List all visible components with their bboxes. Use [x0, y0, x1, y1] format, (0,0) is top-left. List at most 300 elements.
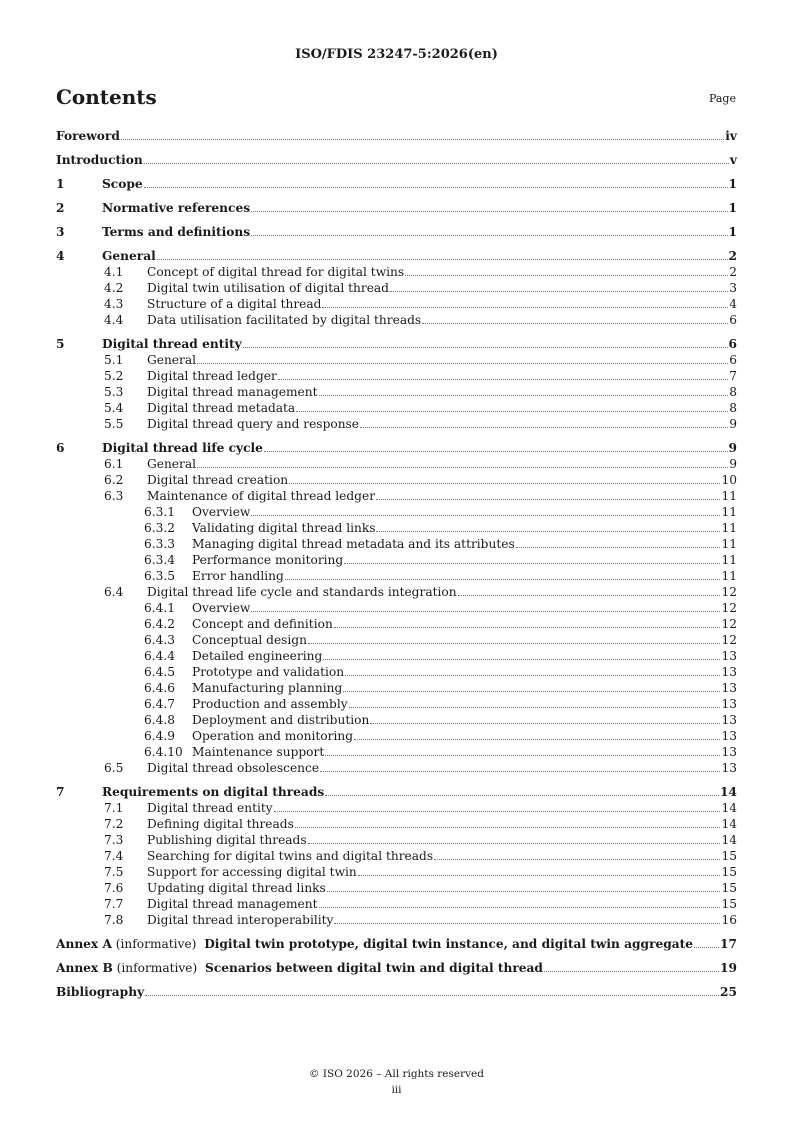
toc-gap — [56, 952, 737, 960]
dot-leader — [422, 312, 728, 324]
toc-entry[interactable] — [56, 536, 737, 552]
toc-entry-body — [192, 552, 737, 568]
toc-entry-title: Digital twin utilisation of digital thread — [147, 281, 389, 295]
toc-entry[interactable] — [56, 152, 737, 168]
toc-entry[interactable] — [56, 440, 737, 456]
dot-leader — [694, 936, 719, 948]
toc-entry-page: 11 — [721, 569, 737, 583]
dot-leader — [349, 696, 721, 708]
dot-leader — [274, 800, 721, 812]
toc-entry-title: Maintenance of digital thread ledger — [147, 489, 376, 503]
toc-gap — [56, 216, 737, 224]
toc-entry-body — [147, 400, 737, 416]
annex-title: Scenarios between digital twin and digital thread — [205, 961, 543, 975]
dot-leader — [320, 760, 720, 772]
dot-leader — [370, 712, 720, 724]
toc-entry-page: 11 — [721, 505, 737, 519]
toc-entry[interactable] — [56, 224, 737, 240]
toc-entry[interactable] — [56, 568, 737, 584]
dot-leader — [121, 128, 724, 140]
toc-entry-body — [147, 472, 737, 488]
toc-entry-title: Introduction — [56, 153, 143, 167]
toc-entry-number: 5.4 — [104, 401, 124, 415]
toc-entry-page: 19 — [720, 961, 737, 975]
toc-entry[interactable] — [56, 896, 737, 912]
toc-entry-body — [102, 248, 737, 264]
toc-entry-title: Scope — [102, 177, 143, 191]
toc-entry-page: 10 — [721, 473, 737, 487]
toc-entry-number: 6.2 — [104, 473, 124, 487]
toc-entry[interactable] — [56, 296, 737, 312]
toc-entry-page: 15 — [721, 865, 737, 879]
toc-entry-body — [192, 568, 737, 584]
toc-entry[interactable] — [56, 264, 737, 280]
toc-entry[interactable] — [56, 128, 737, 144]
toc-entry[interactable] — [56, 864, 737, 880]
toc-entry-page: 9 — [728, 441, 737, 455]
toc-entry-body — [56, 984, 737, 1000]
dot-leader — [343, 680, 720, 692]
dot-leader — [285, 568, 721, 580]
toc-entry-number: 6.4.4 — [144, 649, 176, 663]
toc-entry[interactable] — [56, 600, 737, 616]
toc-entry-title: Digital thread obsolescence — [147, 761, 320, 775]
toc-entry[interactable] — [56, 912, 737, 928]
table-of-contents — [56, 128, 737, 1000]
toc-entry-page: 12 — [721, 617, 737, 631]
toc-entry-page: 11 — [721, 537, 737, 551]
toc-entry-number: 4.3 — [104, 297, 124, 311]
toc-entry-page: 3 — [729, 281, 737, 295]
toc-entry-page: 12 — [721, 633, 737, 647]
toc-entry-page: 13 — [721, 681, 737, 695]
toc-entry-body — [147, 880, 737, 896]
toc-entry-body — [147, 296, 737, 312]
toc-entry-title: Digital thread entity — [102, 337, 242, 351]
toc-entry[interactable] — [56, 552, 737, 568]
toc-entry-title: General — [102, 249, 156, 263]
toc-entry[interactable] — [56, 832, 737, 848]
dot-leader — [334, 616, 721, 628]
toc-entry-page: 6 — [729, 353, 737, 367]
toc-gap — [56, 776, 737, 784]
toc-entry-number: 6.3.5 — [144, 569, 176, 583]
toc-entry[interactable] — [56, 960, 737, 976]
toc-gap — [56, 240, 737, 248]
toc-entry-page: 2 — [728, 249, 737, 263]
toc-entry-body — [147, 912, 737, 928]
toc-entry-body — [147, 312, 737, 328]
dot-leader — [278, 368, 728, 380]
dot-leader — [434, 848, 720, 860]
toc-entry-page: 13 — [721, 729, 737, 743]
toc-entry-title: Terms and definitions — [102, 225, 251, 239]
toc-entry-number: 4 — [56, 249, 65, 263]
toc-entry-page: v — [729, 153, 737, 167]
toc-entry-title: Managing digital thread metadata and its attributes — [192, 537, 515, 551]
toc-entry-body — [147, 416, 737, 432]
toc-entry-page: 11 — [721, 521, 737, 535]
toc-entry-body — [147, 816, 737, 832]
toc-entry-number: 6.4.9 — [144, 729, 176, 743]
toc-entry-number: 7.3 — [104, 833, 124, 847]
toc-entry-body — [102, 200, 737, 216]
toc-entry-number: 7.5 — [104, 865, 124, 879]
toc-entry-title: Normative references — [102, 201, 251, 215]
toc-entry-title: Production and assembly — [192, 697, 348, 711]
dot-leader — [344, 552, 720, 564]
toc-gap — [56, 928, 737, 936]
page-number: iii — [391, 1084, 402, 1096]
dot-leader — [360, 416, 728, 428]
toc-entry-number: 2 — [56, 201, 65, 215]
annex-label: Annex A — [56, 937, 112, 951]
toc-entry-page: 1 — [728, 177, 737, 191]
toc-entry-page: 14 — [720, 785, 737, 799]
toc-entry[interactable] — [56, 984, 737, 1000]
toc-entry-title: Prototype and validation — [192, 665, 345, 679]
annex-note: (informative) — [112, 961, 206, 975]
toc-entry[interactable] — [56, 280, 737, 296]
toc-entry-number: 6.3.1 — [144, 505, 176, 519]
toc-entry[interactable] — [56, 728, 737, 744]
toc-entry-title: Concept and definition — [192, 617, 333, 631]
toc-entry-title: Digital thread life cycle — [102, 441, 263, 455]
toc-entry-number: 4.4 — [104, 313, 124, 327]
toc-entry-body — [102, 784, 737, 800]
toc-entry-number: 7.4 — [104, 849, 124, 863]
toc-entry-page: 11 — [721, 489, 737, 503]
toc-entry-number: 5.5 — [104, 417, 124, 431]
dot-leader — [319, 384, 729, 396]
toc-entry-page: 13 — [721, 665, 737, 679]
toc-entry-page: 6 — [729, 313, 737, 327]
toc-entry-page: 1 — [728, 201, 737, 215]
toc-entry-page: 6 — [728, 337, 737, 351]
toc-entry[interactable] — [56, 712, 737, 728]
toc-entry-page: 12 — [721, 585, 737, 599]
toc-entry[interactable] — [56, 936, 737, 952]
dot-leader — [308, 632, 721, 644]
toc-entry-title: General — [147, 457, 196, 471]
dot-leader — [308, 832, 721, 844]
toc-entry-number: 7.1 — [104, 801, 124, 815]
toc-entry-number: 5.1 — [104, 353, 124, 367]
toc-entry[interactable] — [56, 352, 737, 368]
toc-entry-number: 6 — [56, 441, 65, 455]
dot-leader — [251, 600, 720, 612]
toc-entry-page: 8 — [729, 401, 737, 415]
toc-entry-body — [192, 696, 737, 712]
toc-entry-body — [192, 520, 737, 536]
dot-leader — [251, 200, 727, 212]
toc-entry-title: Digital thread query and response — [147, 417, 360, 431]
dot-leader — [157, 248, 728, 260]
toc-entry[interactable] — [56, 760, 737, 776]
toc-entry[interactable] — [56, 248, 737, 264]
toc-entry-number: 6.4.2 — [144, 617, 176, 631]
dot-leader — [289, 472, 720, 484]
dot-leader — [264, 440, 728, 452]
toc-entry-body — [147, 384, 737, 400]
toc-entry-body — [192, 600, 737, 616]
toc-entry-body — [102, 176, 737, 192]
dot-leader — [358, 864, 721, 876]
toc-entry-number: 6.4.8 — [144, 713, 176, 727]
dot-leader — [243, 336, 728, 348]
annex-title: Digital twin prototype, digital twin instance, and digital twin aggregate — [204, 937, 694, 951]
toc-entry-title: Digital thread entity — [147, 801, 273, 815]
toc-entry-title: Support for accessing digital twin — [147, 865, 357, 879]
toc-entry[interactable] — [56, 816, 737, 832]
toc-entry-number: 6.1 — [104, 457, 124, 471]
toc-entry-title: Validating digital thread links — [192, 521, 376, 535]
toc-entry[interactable] — [56, 504, 737, 520]
page-column-label: Page — [708, 92, 736, 105]
toc-entry[interactable] — [56, 680, 737, 696]
toc-entry-page: 13 — [721, 745, 737, 759]
toc-entry-number: 1 — [56, 177, 65, 191]
toc-entry-title: Updating digital thread links — [147, 881, 326, 895]
dot-leader — [325, 784, 719, 796]
toc-entry-body — [192, 728, 737, 744]
toc-entry-body — [192, 504, 737, 520]
toc-entry[interactable] — [56, 664, 737, 680]
dot-leader — [405, 264, 728, 276]
toc-gap — [56, 168, 737, 176]
toc-entry-title: Detailed engineering — [192, 649, 323, 663]
toc-entry-title: Deployment and distribution — [192, 713, 370, 727]
toc-entry-page: 13 — [721, 697, 737, 711]
toc-entry-page: 8 — [729, 385, 737, 399]
toc-entry[interactable] — [56, 848, 737, 864]
toc-entry[interactable] — [56, 696, 737, 712]
toc-entry-page: 13 — [721, 649, 737, 663]
toc-entry-page: 14 — [721, 817, 737, 831]
toc-entry-body — [147, 896, 737, 912]
toc-entry-body — [147, 280, 737, 296]
toc-entry-title: Digital thread life cycle and standards integration — [147, 585, 457, 599]
toc-entry-number: 5 — [56, 337, 65, 351]
page-footer — [0, 1066, 793, 1098]
toc-entry[interactable] — [56, 400, 737, 416]
toc-entry-title: Digital thread ledger — [147, 369, 277, 383]
dot-leader — [376, 488, 720, 500]
toc-entry-title: Error handling — [192, 569, 284, 583]
toc-entry-number: 5.3 — [104, 385, 124, 399]
toc-entry[interactable] — [56, 632, 737, 648]
toc-entry-page: 15 — [721, 849, 737, 863]
toc-entry-number: 6.4.10 — [144, 745, 183, 759]
dot-leader — [390, 280, 728, 292]
toc-entry-title: Foreword — [56, 129, 120, 143]
toc-entry[interactable] — [56, 800, 737, 816]
toc-entry-page: 16 — [721, 913, 737, 927]
toc-entry-body — [192, 680, 737, 696]
toc-entry-body — [192, 664, 737, 680]
dot-leader — [458, 584, 721, 596]
toc-entry-title: Defining digital threads — [147, 817, 294, 831]
toc-entry-body — [147, 368, 737, 384]
toc-entry-number: 6.3.4 — [144, 553, 176, 567]
toc-entry[interactable] — [56, 456, 737, 472]
toc-entry-body — [56, 152, 737, 168]
toc-entry-number: 6.3 — [104, 489, 124, 503]
toc-entry-page: 17 — [720, 937, 737, 951]
toc-entry-page: 25 — [720, 985, 737, 999]
toc-entry-title: Digital thread interoperability — [147, 913, 334, 927]
toc-entry-title: Publishing digital threads — [147, 833, 307, 847]
toc-gap — [56, 976, 737, 984]
toc-entry-page: 15 — [721, 897, 737, 911]
toc-gap — [56, 144, 737, 152]
toc-entry-body — [147, 800, 737, 816]
toc-entry-page: 11 — [721, 553, 737, 567]
toc-entry-body — [192, 536, 737, 552]
toc-entry-title: Bibliography — [56, 985, 145, 999]
toc-entry-body — [147, 264, 737, 280]
toc-entry-number: 6.3.2 — [144, 521, 176, 535]
toc-entry-title: Data utilisation facilitated by digital threads — [147, 313, 422, 327]
toc-entry[interactable] — [56, 472, 737, 488]
toc-entry-page: 7 — [729, 369, 737, 383]
dot-leader — [251, 504, 720, 516]
dot-leader — [323, 648, 720, 660]
toc-entry-number: 7 — [56, 785, 65, 799]
toc-entry-number: 7.8 — [104, 913, 124, 927]
dot-leader — [544, 960, 719, 972]
toc-gap — [56, 192, 737, 200]
dot-leader — [322, 296, 728, 308]
toc-entry-title: Overview — [192, 601, 251, 615]
toc-entry-title: Digital thread creation — [147, 473, 289, 487]
toc-entry-body — [56, 128, 737, 144]
toc-entry-body — [147, 864, 737, 880]
dot-leader — [144, 176, 728, 188]
toc-entry-number: 7.6 — [104, 881, 124, 895]
toc-entry-body — [102, 224, 737, 240]
toc-entry[interactable] — [56, 312, 737, 328]
toc-entry-number: 6.4.7 — [144, 697, 176, 711]
toc-entry-number: 6.4.3 — [144, 633, 176, 647]
toc-entry[interactable] — [56, 200, 737, 216]
toc-entry[interactable] — [56, 784, 737, 800]
toc-entry-body — [192, 648, 737, 664]
toc-entry-title: Manufacturing planning — [192, 681, 343, 695]
toc-entry-number: 7.7 — [104, 897, 124, 911]
toc-entry-body — [192, 744, 737, 760]
toc-entry-title: General — [147, 353, 196, 367]
dot-leader — [319, 896, 721, 908]
dot-leader — [197, 352, 728, 364]
contents-title: Contents — [56, 85, 157, 109]
toc-entry-title: Conceptual design — [192, 633, 307, 647]
toc-entry-title: Performance monitoring — [192, 553, 344, 567]
dot-leader — [345, 664, 720, 676]
toc-entry-number: 6.4.6 — [144, 681, 176, 695]
toc-entry-page: 12 — [721, 601, 737, 615]
toc-entry-body — [147, 832, 737, 848]
toc-entry-title: Concept of digital thread for digital twins — [147, 265, 405, 279]
toc-entry-body — [147, 456, 737, 472]
toc-entry-page: iv — [725, 129, 737, 143]
toc-entry-body — [147, 352, 737, 368]
toc-entry-number: 7.2 — [104, 817, 124, 831]
toc-entry-body — [147, 848, 737, 864]
toc-gap — [56, 328, 737, 336]
toc-entry-body — [147, 584, 737, 600]
toc-entry-number: 6.4.1 — [144, 601, 176, 615]
toc-entry[interactable] — [56, 384, 737, 400]
dot-leader — [296, 400, 728, 412]
toc-entry[interactable] — [56, 616, 737, 632]
toc-entry-title: Operation and monitoring — [192, 729, 353, 743]
toc-entry-page: 15 — [721, 881, 737, 895]
toc-entry-page: 9 — [729, 417, 737, 431]
annex-label: Annex B — [56, 961, 113, 975]
toc-entry-title: Searching for digital twins and digital threads — [147, 849, 434, 863]
toc-entry[interactable] — [56, 488, 737, 504]
toc-entry-body — [102, 336, 737, 352]
toc-entry-number: 3 — [56, 225, 65, 239]
toc-entry-title — [56, 936, 693, 952]
toc-entry-body — [102, 440, 737, 456]
toc-entry-title: Structure of a digital thread — [147, 297, 322, 311]
dot-leader — [251, 224, 727, 236]
toc-entry-page: 14 — [721, 833, 737, 847]
toc-entry-number: 6.4 — [104, 585, 124, 599]
toc-entry-page: 4 — [729, 297, 737, 311]
toc-entry[interactable] — [56, 648, 737, 664]
toc-entry-number: 4.2 — [104, 281, 124, 295]
toc-entry-title: Requirements on digital threads — [102, 785, 325, 799]
toc-entry-title: Maintenance support — [192, 745, 325, 759]
dot-leader — [354, 728, 720, 740]
toc-entry[interactable] — [56, 744, 737, 760]
dot-leader — [145, 984, 719, 996]
document-header: ISO/FDIS 23247-5:2026(en) — [295, 47, 498, 62]
dot-leader — [295, 816, 721, 828]
toc-entry-body — [192, 616, 737, 632]
toc-entry-title — [56, 960, 543, 976]
toc-entry-title: Digital thread management — [147, 897, 318, 911]
toc-entry-page: 13 — [721, 761, 737, 775]
dot-leader — [376, 520, 720, 532]
toc-entry-body — [192, 632, 737, 648]
dot-leader — [516, 536, 721, 548]
dot-leader — [144, 152, 729, 164]
toc-entry-title: Overview — [192, 505, 251, 519]
toc-entry[interactable] — [56, 520, 737, 536]
toc-entry[interactable] — [56, 880, 737, 896]
toc-entry[interactable] — [56, 176, 737, 192]
toc-entry-number: 5.2 — [104, 369, 124, 383]
dot-leader — [334, 912, 720, 924]
toc-entry-body — [147, 760, 737, 776]
toc-entry[interactable] — [56, 368, 737, 384]
toc-entry-body — [192, 712, 737, 728]
toc-entry-page: 14 — [721, 801, 737, 815]
annex-note: (informative) — [111, 937, 205, 951]
toc-entry-number: 6.4.5 — [144, 665, 176, 679]
toc-entry-title: Digital thread management — [147, 385, 318, 399]
toc-entry-number: 4.1 — [104, 265, 124, 279]
toc-entry-number: 6.3.3 — [144, 537, 176, 551]
toc-entry[interactable] — [56, 336, 737, 352]
toc-entry[interactable] — [56, 416, 737, 432]
toc-entry-page: 9 — [729, 457, 737, 471]
toc-entry[interactable] — [56, 584, 737, 600]
